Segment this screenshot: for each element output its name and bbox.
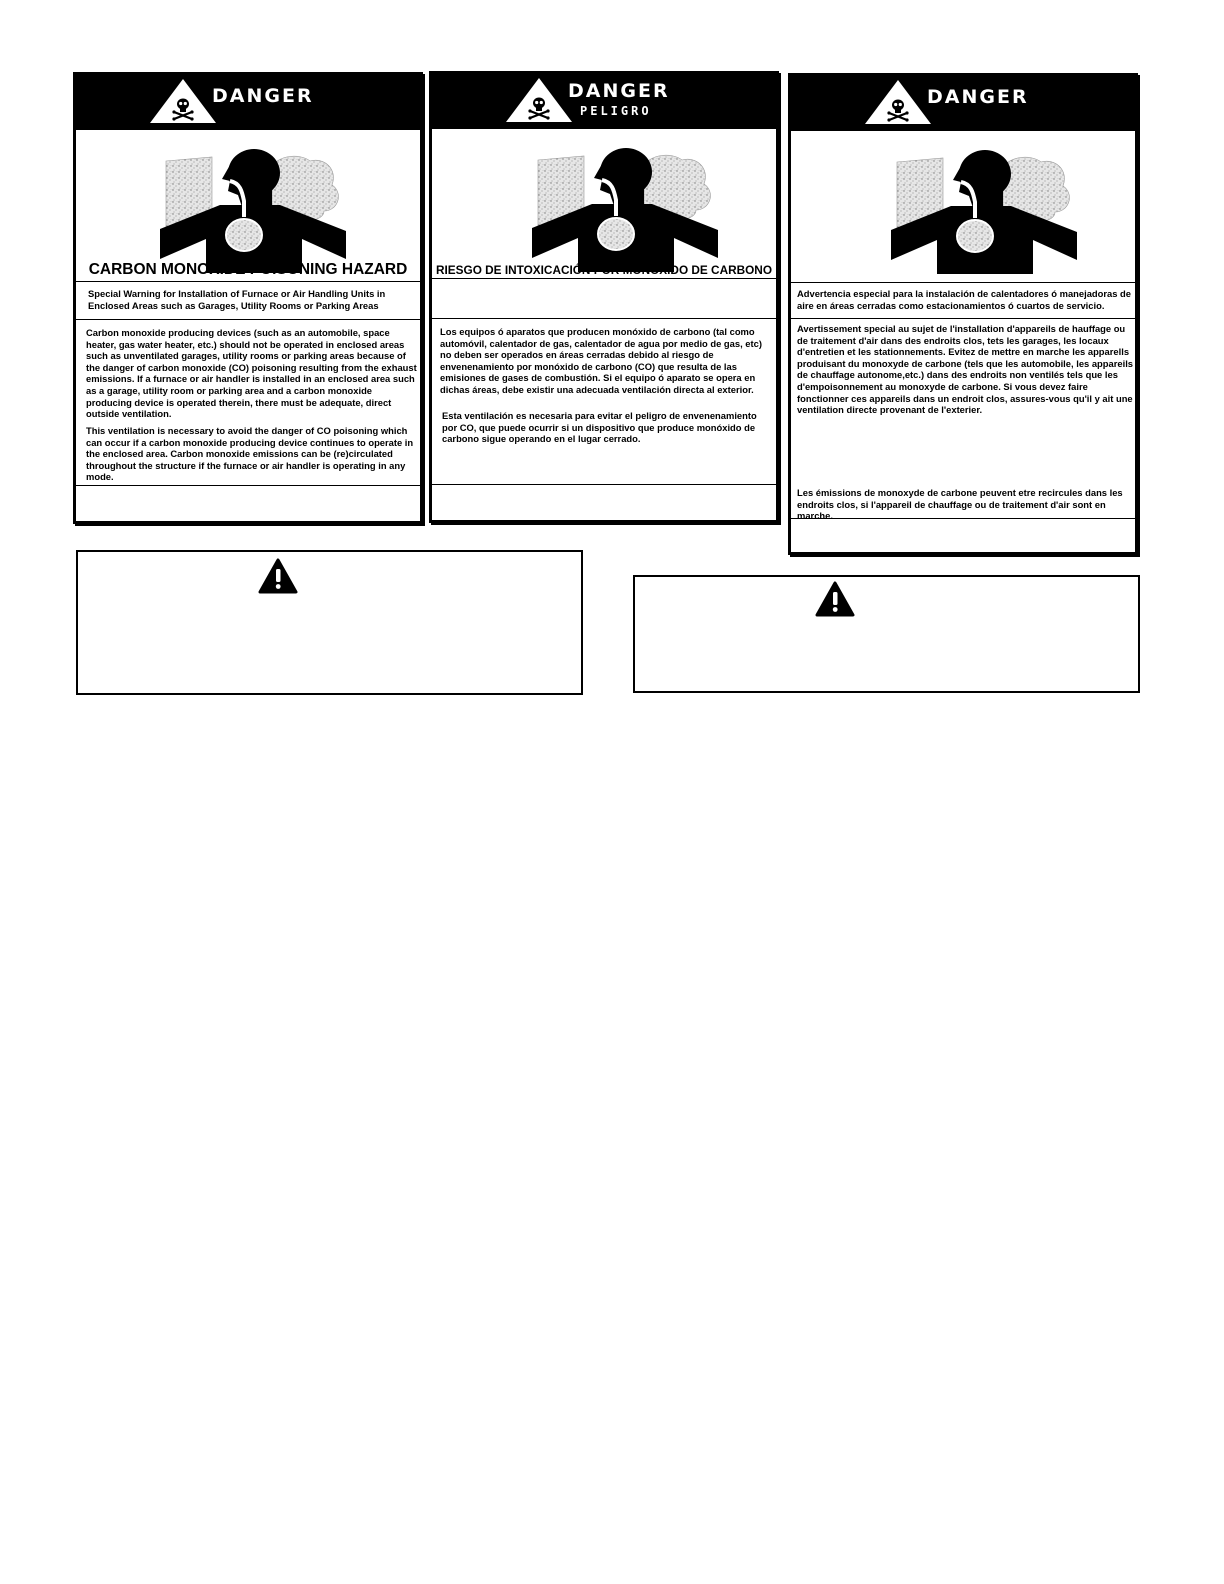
- danger-label-spanish: [429, 71, 779, 523]
- caution-box-right: [633, 575, 1140, 693]
- danger-label-french: [788, 73, 1138, 555]
- label-header: [432, 74, 776, 129]
- co-inhalation-pictogram: [532, 146, 718, 272]
- co-inhalation-pictogram: [160, 147, 346, 273]
- label-header: [791, 76, 1135, 131]
- danger-label-english: [73, 72, 423, 524]
- intro-text: Advertencia especial para la instalación de calentadores ó manejadoras de aire en áreas cerradas como estacionamientos ó cuartos de servicio.: [797, 288, 1131, 311]
- hazard-title: RIESGO DE INTOXICACIÓN POR MONÓXIDO DE CARBONO: [435, 263, 773, 277]
- body-paragraph-1: Avertissement special au sujet de l'installation d'appareils de hauffage ou de traitement d'air dans des endroits clos, tets les garages, les locaux d'entretien et les stationnements. Evitez de mettre en marche les apparells produisant du monoxyde de carbone (tels que les automobile, les appareils de chauffage autonome,etc.) dans des endroits non ventilés tels que les d'empoisonnement au monoxyde de carbone. Si vous devez faire fonctionner ces appareils dans un endroit clos, assures-vous qu'il y ait une ventilation directe provenant de l'exterier.: [797, 323, 1134, 416]
- body-paragraph-1: Carbon monoxide producing devices (such as an automobile, space heater, gas water heater, etc.) should not be operated in enclosed areas such as unventilated garages, utility rooms or parking areas because of the danger of carbon monoxide (CO) poisoning resulting from the exhaust emissions. If a furnace or air handler is installed in an enclosed area such as a garage, utility room or parking area and a carbon monoxide producing device is operated therein, there must be adequate, direct outside ventilation.: [86, 327, 417, 420]
- danger-heading: DANGER: [568, 80, 670, 102]
- co-inhalation-pictogram: [891, 148, 1077, 274]
- divider: [76, 281, 420, 282]
- skull-crossbones-icon: [504, 77, 574, 123]
- divider: [76, 319, 420, 320]
- divider: [432, 484, 776, 485]
- divider: [76, 485, 420, 486]
- divider: [791, 518, 1135, 519]
- intro-text: Special Warning for Installation of Furnace or Air Handling Units in Enclosed Areas such as Garages, Utility Rooms or Parking Areas: [88, 288, 386, 311]
- divider: [791, 282, 1135, 283]
- skull-crossbones-icon: [148, 78, 218, 124]
- hazard-title: CARBON MONOXIDE POISONING HAZARD: [88, 261, 408, 278]
- skull-crossbones-icon: [863, 79, 933, 125]
- divider: [791, 318, 1135, 319]
- divider: [432, 318, 776, 319]
- body-paragraph-1: Los equipos ó aparatos que producen monóxido de carbono (tal como automóvil, calentador de gas, calentador de agua por medio de gas, etc) no deben ser operados en áreas cerradas debido al riesgo de envenenamiento por monóxido de carbono (CO) que resulta de las emisiones de gases de combustión. Si el equipo ó aparato se opera en dichas áreas, debe existir una adecuada ventilación directa al exterior.: [440, 326, 762, 395]
- danger-heading: DANGER: [927, 86, 1029, 108]
- label-header: [76, 75, 420, 130]
- body-paragraph-2: Esta ventilación es necesaria para evitar el peligro de envenenamiento por CO, que puede ocurrir si un dispositivo que produce monóxido de carbono sigue operando en el lugar cerrado.: [442, 410, 757, 445]
- exclamation-triangle-icon: [815, 581, 855, 617]
- divider: [432, 278, 776, 279]
- danger-heading: DANGER: [212, 85, 314, 107]
- body-paragraph-2: This ventilation is necessary to avoid the danger of CO poisoning which can occur if a carbon monoxide producing device continues to operate in the enclosed area. Carbon monoxide emissions can be (re)circulated throughout the structure if the furnace or air handler is operating in any mode.: [86, 425, 414, 483]
- peligro-subheading: PELIGRO: [580, 104, 652, 118]
- caution-box-left: [76, 550, 583, 695]
- exclamation-triangle-icon: [258, 558, 298, 594]
- body-paragraph-2: Les émissions de monoxyde de carbone peuvent etre recircules dans les endroits clos, si l'appareil de chauffage ou de traitement d'air sont en marche.: [797, 487, 1123, 522]
